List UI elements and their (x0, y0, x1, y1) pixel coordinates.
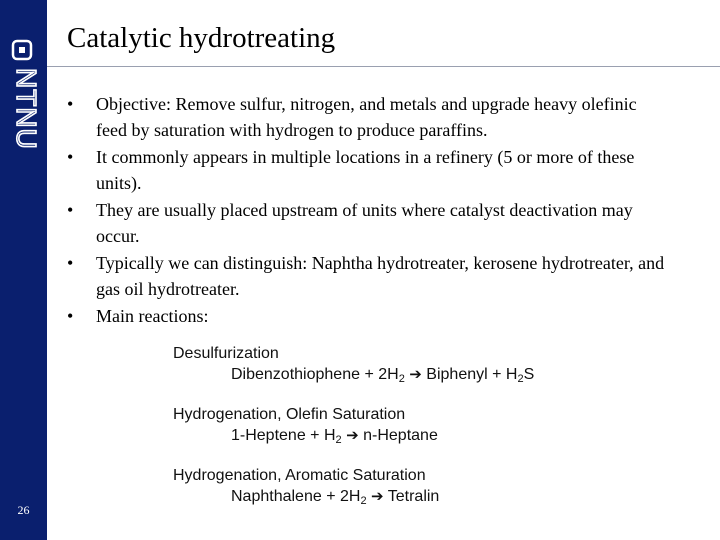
bullet-item (67, 197, 667, 249)
bullet-marker: • (67, 94, 74, 114)
bullet-text: It commonly appears in multiple locations in a refinery (5 or more of these units). (96, 147, 635, 193)
reactions-figure (173, 344, 534, 506)
reaction-arrow-icon: ➔ (409, 365, 422, 383)
reaction-arrow-icon: ➔ (371, 487, 384, 505)
bullet-marker: • (67, 200, 74, 220)
ntnu-logo-icon (11, 66, 42, 176)
reaction-equation-olefin-saturation: 1-Heptene + $H_2$ ➔ n-Heptane (231, 426, 438, 446)
sidebar-band (0, 0, 47, 540)
bullet-marker: • (67, 253, 74, 273)
title-divider (47, 66, 720, 67)
ntnu-logo-mark-icon (12, 40, 32, 60)
reaction-equation-aromatic-saturation: Naphthalene + $2H_2$ ➔ Tetralin (231, 487, 440, 507)
bullet-text: They are usually placed upstream of units where catalyst deactivation may occur. (96, 200, 633, 246)
bullet-item (67, 91, 667, 143)
page-title: Catalytic hydrotreating (67, 22, 336, 54)
reaction-heading-olefin-saturation: Hydrogenation, Olefin Saturation (173, 406, 406, 423)
bullet-list (67, 91, 667, 330)
bullet-item (67, 144, 667, 196)
bullet-text: Typically we can distinguish: Naphtha hydrotreater, kerosene hydrotreater, and gas oil hydrotreater. (96, 253, 665, 299)
bullet-item (67, 250, 667, 302)
bullet-marker: • (67, 147, 74, 167)
bullet-text: Main reactions: (96, 306, 209, 326)
reaction-heading-aromatic-saturation: Hydrogenation, Aromatic Saturation (173, 467, 426, 484)
bullet-text: Objective: Remove sulfur, nitrogen, and metals and upgrade heavy olefinic feed by saturation with hydrogen to produce paraffins. (96, 94, 637, 140)
reaction-heading-desulfurization: Desulfurization (173, 345, 279, 362)
bullet-marker: • (67, 306, 74, 326)
bullet-item (67, 303, 667, 329)
reaction-equation-desulfurization: Dibenzothiophene + $2H_2$ ➔ Biphenyl + $H_2S$ (231, 365, 535, 385)
slide-number: 26 (17, 503, 30, 517)
reaction-arrow-icon: ➔ (346, 426, 359, 444)
ntnu-logo-text: NTNU (11, 68, 42, 150)
